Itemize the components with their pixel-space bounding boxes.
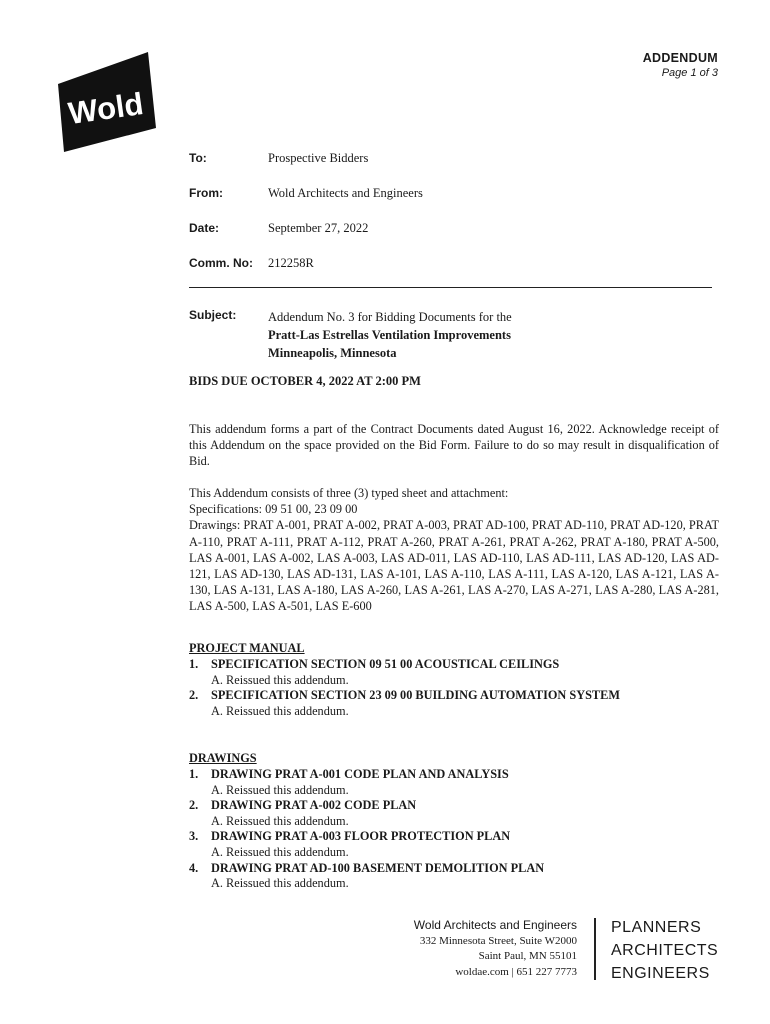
footer-firm-name: Wold Architects and Engineers bbox=[413, 918, 577, 932]
project-location: Minneapolis, Minnesota bbox=[268, 346, 397, 360]
item-note: A. Reissued this addendum. bbox=[211, 876, 349, 891]
subject-label: Subject: bbox=[189, 308, 237, 322]
footer-contact: woldae.com | 651 227 7773 bbox=[455, 965, 577, 978]
date-label: Date: bbox=[189, 221, 220, 235]
subject-text bbox=[268, 308, 512, 362]
list-item bbox=[189, 798, 719, 829]
from-label: From: bbox=[189, 186, 223, 200]
comm-no-value: 212258R bbox=[268, 256, 314, 270]
from-value: Wold Architects and Engineers bbox=[268, 186, 423, 200]
project-manual-list bbox=[189, 657, 719, 719]
to-value: Prospective Bidders bbox=[268, 151, 369, 165]
specifications-list: Specifications: 09 51 00, 23 09 00 bbox=[189, 502, 358, 517]
item-note: A. Reissued this addendum. bbox=[211, 703, 349, 718]
header-divider bbox=[189, 287, 712, 288]
drawings-list: Drawings: PRAT A-001, PRAT A-002, PRAT A-003, PRAT AD-100, PRAT AD-110, PRAT AD-120, PRAT A-110, PRAT A-111, PRAT A-112, PRAT A-260, PRAT A-261, PRAT A-262, PRAT A-180, PRAT A-500, LAS A-001, LAS A-002, LAS A-003, LAS AD-011, LAS AD-110, LAS AD-111, LAS AD-120, LAS AD-121, LAS AD-130, LAS AD-131, LAS A-101, LAS A-110, LAS A-111, LAS A-120, LAS A-121, LAS A-130, LAS A-131, LAS A-180, LAS A-260, LAS A-261, LAS A-270, LAS A-271, LAS A-280, LAS A-281, LAS A-500, LAS A-501, LAS E-600 bbox=[189, 518, 719, 614]
item-number: 4. bbox=[189, 860, 199, 875]
to-label: To: bbox=[189, 151, 207, 165]
document-type-title: ADDENDUM bbox=[642, 51, 718, 65]
contents-intro: This Addendum consists of three (3) typed sheet and attachment: bbox=[189, 486, 509, 500]
item-title: DRAWING PRAT A-001 CODE PLAN AND ANALYSIS bbox=[211, 767, 509, 781]
drawings-heading: DRAWINGS bbox=[189, 751, 257, 765]
comm-no-label: Comm. No: bbox=[189, 256, 253, 270]
item-number: 1. bbox=[189, 657, 199, 671]
page-number: Page 1 of 3 bbox=[661, 67, 718, 79]
item-number: 2. bbox=[189, 798, 199, 813]
item-title: SPECIFICATION SECTION 23 09 00 BUILDING AUTOMATION SYSTEM bbox=[211, 688, 620, 703]
item-note: A. Reissued this addendum. bbox=[211, 782, 349, 797]
item-title: DRAWING PRAT A-003 FLOOR PROTECTION PLAN bbox=[211, 829, 511, 844]
item-note: A. Reissued this addendum. bbox=[211, 672, 349, 687]
date-value: September 27, 2022 bbox=[268, 221, 369, 235]
tagline-engineers: ENGINEERS bbox=[611, 965, 710, 982]
item-number: 2. bbox=[189, 688, 199, 703]
footer-street: 332 Minnesota Street, Suite W2000 bbox=[419, 934, 577, 947]
footer-city: Saint Paul, MN 55101 bbox=[478, 950, 577, 962]
intro-paragraph: This addendum forms a part of the Contract Documents dated August 16, 2022. Acknowledge receipt of this Addendum on the space provided on the Bid Form. Failure to do so may result in disqualification of Bid. bbox=[189, 422, 719, 469]
drawings-change-list bbox=[189, 767, 719, 892]
contents-paragraph bbox=[189, 485, 719, 615]
item-note: A. Reissued this addendum. bbox=[211, 844, 349, 859]
footer-address bbox=[414, 918, 577, 980]
bids-due-notice: BIDS DUE OCTOBER 4, 2022 AT 2:00 PM bbox=[189, 374, 421, 388]
item-note: A. Reissued this addendum. bbox=[211, 813, 349, 828]
item-title: DRAWING PRAT AD-100 BASEMENT DEMOLITION PLAN bbox=[211, 860, 545, 875]
item-number: 3. bbox=[189, 829, 199, 844]
logo-text: Wold bbox=[66, 85, 146, 132]
wold-logo bbox=[50, 50, 160, 155]
item-title: SPECIFICATION SECTION 09 51 00 ACOUSTICAL CEILINGS bbox=[211, 657, 560, 671]
list-item bbox=[189, 688, 719, 719]
footer-tagline bbox=[611, 916, 718, 985]
subject-line-1: Addendum No. 3 for Bidding Documents for the bbox=[268, 310, 512, 324]
list-item bbox=[189, 767, 719, 798]
item-title: DRAWING PRAT A-002 CODE PLAN bbox=[211, 798, 417, 813]
tagline-architects: ARCHITECTS bbox=[611, 942, 719, 959]
project-name: Pratt-Las Estrellas Ventilation Improvements bbox=[268, 328, 511, 342]
list-item bbox=[189, 861, 719, 892]
project-manual-heading: PROJECT MANUAL bbox=[189, 641, 305, 655]
tagline-planners: PLANNERS bbox=[611, 919, 702, 936]
footer-divider bbox=[594, 918, 596, 980]
item-number: 1. bbox=[189, 767, 199, 781]
list-item bbox=[189, 829, 719, 860]
list-item bbox=[189, 657, 719, 688]
